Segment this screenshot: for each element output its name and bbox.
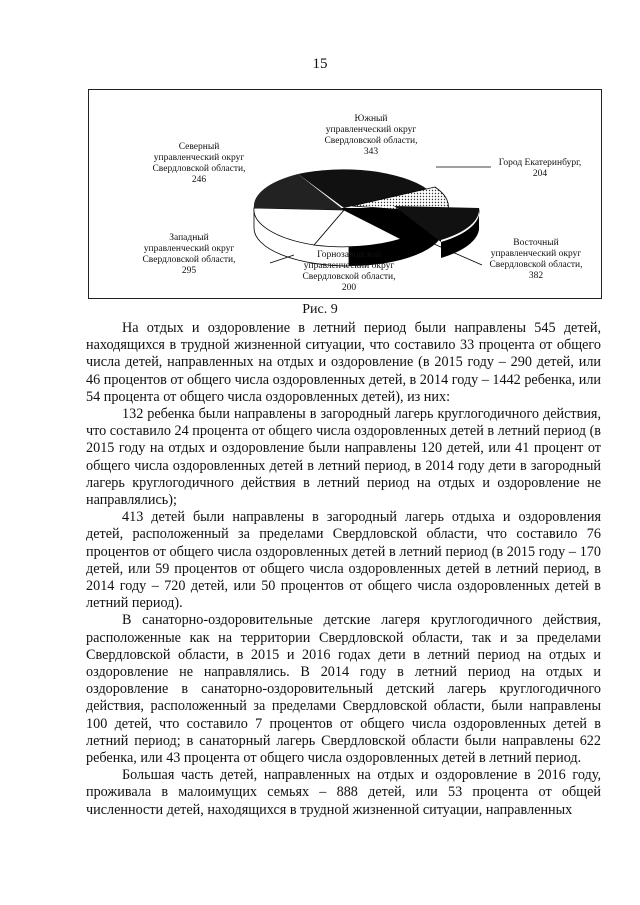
label-yuzhny: Южный управленческий округ Свердловской области, 343 <box>324 114 418 157</box>
page-number: 15 <box>312 56 328 72</box>
pie-chart-frame <box>88 89 602 299</box>
label-severny: Северный управленческий округ Свердловской области, 246 <box>152 142 246 185</box>
paragraph: На отдых и оздоровление в летний период были направлены 545 детей, находящихся в трудной жизненной ситуации, что составило 33 процента от общего числа детей, направленных на отдых и оздоровление (в 2015 году – 290 детей, или 46 процентов от общего числа оздоровленных детей, в 2014 году – 1442 ребенка, или 54 процента от общего числа оздоровленных детей), из них: <box>86 320 601 405</box>
label-zapadny: Западный управленческий округ Свердловской области, 295 <box>142 233 236 276</box>
label-vostochny: Восточный управленческий округ Свердловской области, 382 <box>489 238 583 281</box>
paragraph: 132 ребенка были направлены в загородный лагерь круглогодичного действия, что составило 24 процента от общего числа оздоровленных детей в летний период (в 2015 году на отдых и оздоровление были направлены 120 детей, или 41 процент от общего числа оздоровленных детей в летний период, в 2014 году дети в загородный лагерь круглогодичного действия в летний период на отдых и оздоровление не направлялись); <box>86 406 601 509</box>
paragraph: 413 детей были направлены в загородный лагерь отдыха и оздоровления детей, расположенный за пределами Свердловской области, что составило 76 процентов от общего числа оздоровленных детей в летний период (в 2015 году – 170 детей, или 59 процентов от общего числа оздоровленных детей в летний период, в 2014 году – 720 детей, или 50 процентов от общего числа оздоровленных детей в летний период). <box>86 509 601 612</box>
paragraph: Большая часть детей, направленных на отдых и оздоровление в 2016 году, проживала в малоимущих семьях – 888 детей, или 53 процента от общей численности детей, находящихся в трудной жизненной ситуации, направленных <box>86 767 601 818</box>
label-gornozavodskoy: Горнозаводской управленческий округ Свердловской области, 200 <box>302 250 396 293</box>
paragraph: В санаторно-оздоровительные детские лагеря круглогодичного действия, расположенные как на территории Свердловской области, так и за пределами Свердловской области, в 2015 и 2016 годах дети в летний период на отдых и оздоровление не направлялись. В 2014 году в летний период на отдых и оздоровление в санаторно-оздоровительный детский лагерь круглогодичного действия, расположенный за пределами Свердловской области, были направлены 100 детей, что составило 7 процентов от общего числа оздоровленных детей в летний период; в санаторный лагерь Свердловской области были направлены 622 ребенка, или 43 процента от общего числа оздоровленных детей в летний период. <box>86 612 601 767</box>
label-ekaterinburg: Город Екатеринбург, 204 <box>498 158 582 179</box>
body-text <box>86 320 601 819</box>
figure-caption: Рис. 9 <box>302 302 338 317</box>
